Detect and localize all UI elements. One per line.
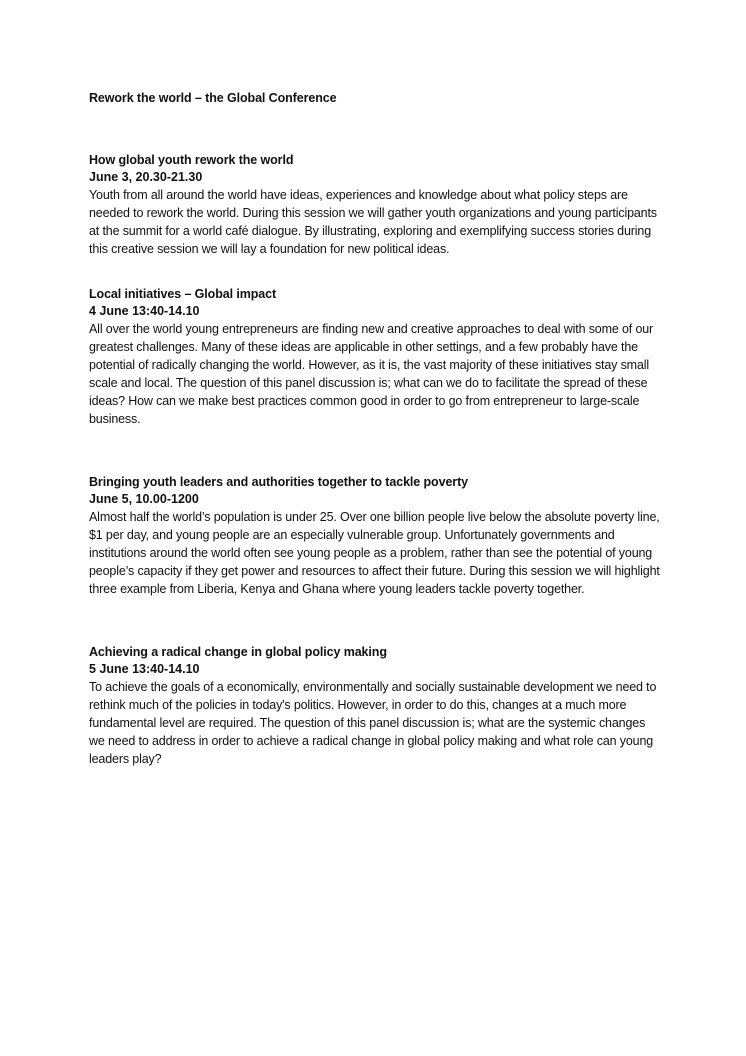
session-date: June 3, 20.30-21.30 xyxy=(89,170,203,184)
session-description: To achieve the goals of a economically, environmentally and socially sustainable development we need to rethink much of the policies in today's politics. However, in order to do this, changes at a much more fundamental level are required. The question of this panel discussion is; what are the systemic changes we need to address in order to achieve a radical change in global policy making and what role can young leaders play? xyxy=(89,680,657,766)
session-date: 4 June 13:40-14.10 xyxy=(89,304,200,318)
section-spacer xyxy=(89,428,661,474)
session-title: Bringing youth leaders and authorities together to tackle poverty xyxy=(89,475,468,489)
session-date: 5 June 13:40-14.10 xyxy=(89,662,200,676)
session-description: Almost half the world’s population is under 25. Over one billion people live below the absolute poverty line, $1 per day, and young people are an especially vulnerable group. Unfortunately governments and institutions around the world often see young people as a problem, rather than see the potential of young people’s capacity if they get power and resources to affect their future. During this session we will highlight three example from Liberia, Kenya and Ghana where young leaders tackle poverty together. xyxy=(89,510,660,596)
document-page xyxy=(89,90,661,768)
section-spacer xyxy=(89,598,661,644)
session-title: Local initiatives – Global impact xyxy=(89,287,277,301)
section-spacer xyxy=(89,258,661,286)
session-youth-leaders-poverty xyxy=(89,474,661,598)
session-radical-change xyxy=(89,644,661,768)
session-description: Youth from all around the world have ideas, experiences and knowledge about what policy steps are needed to rework the world. During this session we will gather youth organizations and young participants at the summit for a world café dialogue. By illustrating, exploring and exemplifying success stories during this creative session we will lay a foundation for new political ideas. xyxy=(89,188,657,256)
document-title: Rework the world – the Global Conference xyxy=(89,91,337,105)
session-title: Achieving a radical change in global policy making xyxy=(89,645,387,659)
session-local-initiatives xyxy=(89,286,661,428)
session-title: How global youth rework the world xyxy=(89,153,294,167)
session-description: All over the world young entrepreneurs are finding new and creative approaches to deal with some of our greatest challenges. Many of these ideas are applicable in other settings, and a few probably have the potential of radically changing the world. However, as it is, the vast majority of these initiatives stay small scale and local. The question of this panel discussion is; what can we do to facilitate the spread of these ideas? How can we make best practices common good in order to go from entrepreneur to large-scale business. xyxy=(89,322,654,426)
session-date: June 5, 10.00-1200 xyxy=(89,492,199,506)
session-global-youth xyxy=(89,152,661,258)
